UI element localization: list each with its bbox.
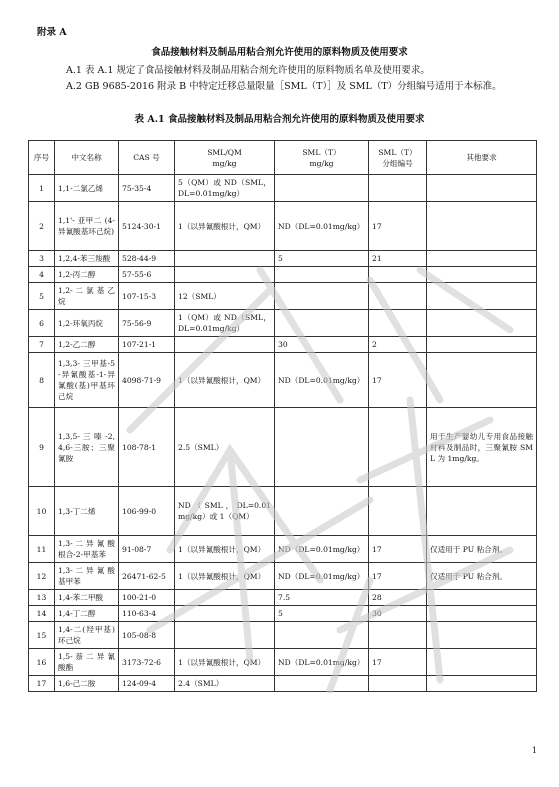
page-number: 1 xyxy=(531,746,537,755)
table-row xyxy=(29,267,537,283)
sml-qm-value: 1（以异氰酸根计，QM） xyxy=(175,536,275,563)
sml-qm-value: 1（以异氰酸根计，QM） xyxy=(175,563,275,590)
table-row xyxy=(29,202,537,251)
table-row xyxy=(29,563,537,590)
row-number: 4 xyxy=(29,267,55,283)
row-number: 17 xyxy=(29,676,55,692)
sml-qm-value xyxy=(175,622,275,649)
sml-t-value: 7.5 xyxy=(275,590,369,606)
materials-table xyxy=(28,140,537,692)
cas-number: 26471-62-5 xyxy=(119,563,175,590)
sml-qm-value: 2.5（SML） xyxy=(175,408,275,487)
chemical-name: 1,1-二氯乙烯 xyxy=(55,175,119,202)
cas-number: 75-35-4 xyxy=(119,175,175,202)
chemical-name: 1,3- 二 异 氰 酸 根合-2-甲基苯 xyxy=(55,536,119,563)
sml-qm-value: 12（SML） xyxy=(175,283,275,310)
cas-number: 105-08-8 xyxy=(119,622,175,649)
sml-t-group: 17 xyxy=(369,536,427,563)
chemical-name: 1,2- 二 氯 基 乙 烷 xyxy=(55,283,119,310)
sml-t-group xyxy=(369,408,427,487)
row-number: 15 xyxy=(29,622,55,649)
table-row xyxy=(29,649,537,676)
sml-qm-value: 2.4（SML） xyxy=(175,676,275,692)
other-requirements xyxy=(427,310,537,337)
row-number: 6 xyxy=(29,310,55,337)
sml-qm-value xyxy=(175,590,275,606)
cas-number: 107-21-1 xyxy=(119,337,175,353)
annex-heading: 食品接触材料及制品用粘合剂允许使用的原料物质及使用要求 xyxy=(151,47,408,58)
row-number: 5 xyxy=(29,283,55,310)
chemical-name: 1,6-己二胺 xyxy=(55,676,119,692)
table-row xyxy=(29,676,537,692)
header-name: 中文名称 xyxy=(55,141,119,175)
chemical-name: 1,5- 萘 二 异 氰 酸酯 xyxy=(55,649,119,676)
other-requirements xyxy=(427,487,537,536)
chemical-name: 1,4-丁二醇 xyxy=(55,606,119,622)
table-row xyxy=(29,590,537,606)
other-requirements xyxy=(427,622,537,649)
sml-t-value: 5 xyxy=(275,251,369,267)
row-number: 13 xyxy=(29,590,55,606)
cas-number: 106-99-0 xyxy=(119,487,175,536)
sml-t-value xyxy=(275,283,369,310)
cas-number: 4098-71-9 xyxy=(119,353,175,408)
other-requirements xyxy=(427,251,537,267)
sml-t-value xyxy=(275,175,369,202)
paragraph-a2: A.2 GB 9685-2016 附录 B 中特定迁移总量限量［SML（T）］及 SML（T）分组编号适用于本标准。 xyxy=(66,81,502,92)
table-row xyxy=(29,175,537,202)
other-requirements xyxy=(427,283,537,310)
header-group: SML（T） 分组编号 xyxy=(369,141,427,175)
sml-t-group: 17 xyxy=(369,202,427,251)
chemical-name: 1,3,5- 三 嗪 -2,4,6-三胺；三聚氰胺 xyxy=(55,408,119,487)
sml-qm-value: ND （ SML ， DL=0.01mg/kg）或 1（QM） xyxy=(175,487,275,536)
cas-number: 110-63-4 xyxy=(119,606,175,622)
row-number: 16 xyxy=(29,649,55,676)
sml-qm-value: 1（以异氰酸根计，QM） xyxy=(175,649,275,676)
table-row xyxy=(29,310,537,337)
cas-number: 107-15-3 xyxy=(119,283,175,310)
sml-t-value: ND（DL=0.01mg/kg） xyxy=(275,202,369,251)
cas-number: 5124-30-1 xyxy=(119,202,175,251)
table-title: 表 A.1 食品接触材料及制品用粘合剂允许使用的原料物质及使用要求 xyxy=(134,114,425,125)
other-requirements xyxy=(427,676,537,692)
other-requirements: 仅适用于 PU 粘合剂。 xyxy=(427,536,537,563)
sml-t-group: 28 xyxy=(369,590,427,606)
table-row xyxy=(29,536,537,563)
sml-qm-value: 5（QM）或 ND（SML，DL=0.01mg/kg） xyxy=(175,175,275,202)
header-sml-t: SML（T） mg/kg xyxy=(275,141,369,175)
other-requirements xyxy=(427,175,537,202)
other-requirements xyxy=(427,353,537,408)
other-requirements: 用于生产婴幼儿专用食品接触材料及制品时，三聚氰胺 SML 为 1mg/kg。 xyxy=(427,408,537,487)
sml-t-group xyxy=(369,267,427,283)
sml-t-value xyxy=(275,487,369,536)
chemical-name: 1,2-环氧丙烷 xyxy=(55,310,119,337)
sml-t-group xyxy=(369,283,427,310)
chemical-name: 1,2,4-苯三羧酸 xyxy=(55,251,119,267)
cas-number: 91-08-7 xyxy=(119,536,175,563)
table-row xyxy=(29,337,537,353)
table-row xyxy=(29,408,537,487)
sml-qm-value: 1（以异氰酸根计，QM） xyxy=(175,202,275,251)
row-number: 14 xyxy=(29,606,55,622)
cas-number: 108-78-1 xyxy=(119,408,175,487)
chemical-name: 1,2-丙二醇 xyxy=(55,267,119,283)
row-number: 1 xyxy=(29,175,55,202)
row-number: 10 xyxy=(29,487,55,536)
sml-t-group xyxy=(369,676,427,692)
sml-t-value: ND（DL=0.01mg/kg） xyxy=(275,353,369,408)
sml-t-group: 17 xyxy=(369,353,427,408)
sml-t-group xyxy=(369,622,427,649)
table-row xyxy=(29,606,537,622)
cas-number: 528-44-9 xyxy=(119,251,175,267)
sml-t-value: ND（DL=0.01mg/kg） xyxy=(275,649,369,676)
sml-t-value: ND（DL=0.01mg/kg） xyxy=(275,563,369,590)
sml-t-group xyxy=(369,175,427,202)
annex-label: 附录 A xyxy=(37,27,67,38)
chemical-name: 1,2-乙二醇 xyxy=(55,337,119,353)
other-requirements: 仅适用于 PU 粘合剂。 xyxy=(427,563,537,590)
row-number: 9 xyxy=(29,408,55,487)
sml-t-value: ND（DL=0.01mg/kg） xyxy=(275,536,369,563)
other-requirements xyxy=(427,649,537,676)
row-number: 7 xyxy=(29,337,55,353)
paragraph-a1: A.1 表 A.1 规定了食品接触材料及制品用粘合剂允许使用的原料物质名单及使用要求。 xyxy=(66,65,430,76)
row-number: 2 xyxy=(29,202,55,251)
sml-t-value xyxy=(275,408,369,487)
sml-t-group: 2 xyxy=(369,337,427,353)
sml-qm-value xyxy=(175,251,275,267)
table-row xyxy=(29,622,537,649)
header-other: 其他要求 xyxy=(427,141,537,175)
other-requirements xyxy=(427,590,537,606)
sml-t-group: 17 xyxy=(369,649,427,676)
sml-t-group xyxy=(369,487,427,536)
row-number: 12 xyxy=(29,563,55,590)
chemical-name: 1,3-丁二烯 xyxy=(55,487,119,536)
sml-t-value: 5 xyxy=(275,606,369,622)
cas-number: 57-55-6 xyxy=(119,267,175,283)
sml-t-group xyxy=(369,310,427,337)
chemical-name: 1,3- 二 异 氰 酸 基甲苯 xyxy=(55,563,119,590)
chemical-name: 1,3,3- 三甲基-5-异氰酸基-1-异氰酸(基)甲基环己烷 xyxy=(55,353,119,408)
sml-t-value: 30 xyxy=(275,337,369,353)
sml-qm-value: 1（QM）或 ND（SML，DL=0.01mg/kg） xyxy=(175,310,275,337)
sml-qm-value xyxy=(175,337,275,353)
header-cas: CAS 号 xyxy=(119,141,175,175)
table-row xyxy=(29,487,537,536)
table-row xyxy=(29,283,537,310)
table-row xyxy=(29,353,537,408)
cas-number: 75-56-9 xyxy=(119,310,175,337)
other-requirements xyxy=(427,606,537,622)
sml-t-value xyxy=(275,622,369,649)
sml-qm-value xyxy=(175,267,275,283)
row-number: 11 xyxy=(29,536,55,563)
table-header-row xyxy=(29,141,537,175)
cas-number: 3173-72-6 xyxy=(119,649,175,676)
sml-qm-value xyxy=(175,606,275,622)
sml-t-group: 17 xyxy=(369,563,427,590)
chemical-name: 1,4-二(羟甲基)环己烷 xyxy=(55,622,119,649)
header-sml-qm: SML/QM mg/kg xyxy=(175,141,275,175)
sml-t-group: 21 xyxy=(369,251,427,267)
sml-t-group: 30 xyxy=(369,606,427,622)
other-requirements xyxy=(427,202,537,251)
other-requirements xyxy=(427,267,537,283)
chemical-name: 1,1'- 亚甲二 (4-异氰酸基环己烷) xyxy=(55,202,119,251)
sml-qm-value: 1（以异氰酸根计，QM） xyxy=(175,353,275,408)
sml-t-value xyxy=(275,676,369,692)
sml-t-value xyxy=(275,310,369,337)
header-no: 序号 xyxy=(29,141,55,175)
cas-number: 124-09-4 xyxy=(119,676,175,692)
row-number: 3 xyxy=(29,251,55,267)
sml-t-value xyxy=(275,267,369,283)
chemical-name: 1,4-苯二甲酸 xyxy=(55,590,119,606)
table-row xyxy=(29,251,537,267)
other-requirements xyxy=(427,337,537,353)
cas-number: 100-21-0 xyxy=(119,590,175,606)
row-number: 8 xyxy=(29,353,55,408)
